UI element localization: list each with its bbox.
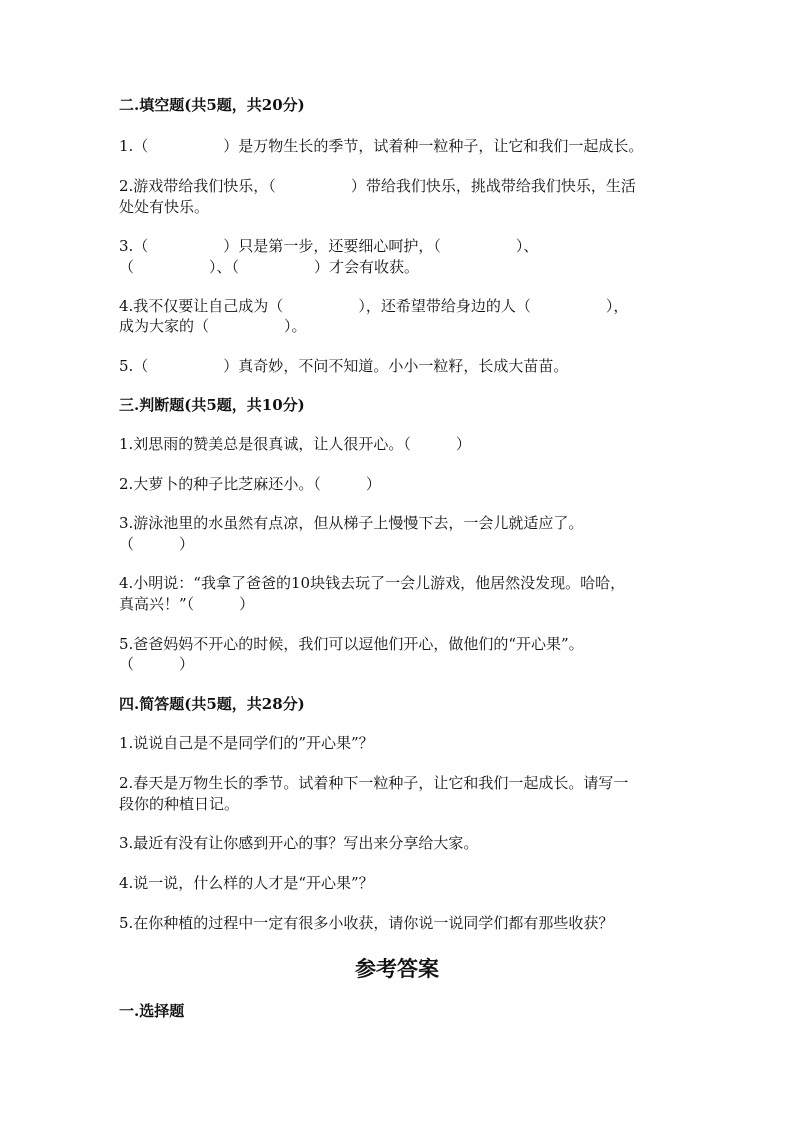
question-fill-2-line2: 处处有快乐。 (119, 198, 210, 216)
question-judge-3-line1: 3.游泳池里的水虽然有点凉，但从梯子上慢慢下去，一会儿就适应了。 (119, 514, 584, 532)
question-short-2-line2: 段你的种植日记。 (119, 795, 240, 813)
question-fill-3-line2: （ ）、（ ）才会有收获。 (119, 258, 420, 276)
question-short-3: 3.最近有没有让你感到开心的事？写出来分享给大家。 (119, 834, 479, 852)
question-fill-3-line1: 3.（ ）只是第一步，还要细心呵护，（ ）、 (119, 237, 539, 255)
question-fill-4-line2: 成为大家的（ ）。 (119, 317, 307, 335)
question-judge-1: 1.刘思雨的赞美总是很真诚，让人很开心。（ ） (119, 435, 471, 453)
question-judge-3-line2: （ ） (119, 535, 195, 553)
section-heading-short-answer: 四.简答题(共5题，共28分) (119, 695, 305, 713)
question-fill-1: 1.（ ）是万物生长的季节，试着种一粒种子，让它和我们一起成长。 (119, 137, 644, 155)
question-fill-5: 5.（ ）真奇妙，不问不知道。小小一粒籽，长成大苗苗。 (119, 357, 569, 375)
question-short-4: 4.说一说，什么样的人才是“开心果”？ (119, 874, 374, 892)
answer-key-title: 参考答案 (355, 956, 439, 981)
question-judge-4-line2: 真高兴！”（ ） (119, 595, 255, 613)
question-judge-5-line1: 5.爸爸妈妈不开心的时候，我们可以逗他们开心，做他们的“开心果”。 (119, 635, 584, 653)
section-heading-fill-blank: 二.填空题(共5题，共20分) (119, 96, 305, 114)
question-short-5: 5.在你种植的过程中一定有很多小收获，请你说一说同学们都有那些收获？ (119, 914, 614, 932)
question-judge-5-line2: （ ） (119, 655, 195, 673)
question-judge-2: 2.大萝卜的种子比芝麻还小。（ ） (119, 475, 381, 493)
question-fill-2-line1: 2.游戏带给我们快乐，（ ）带给我们快乐，挑战带给我们快乐，生活 (119, 177, 636, 195)
question-short-1: 1.说说自己是不是同学们的”开心果”？ (119, 734, 374, 752)
question-judge-4-line1: 4.小明说：“我拿了爸爸的10块钱去玩了一会儿游戏，他居然没发现。哈哈， (119, 574, 626, 592)
answer-key-section-heading: 一.选择题 (119, 1002, 185, 1020)
section-heading-judge: 三.判断题(共5题，共10分) (119, 396, 305, 414)
question-short-2-line1: 2.春天是万物生长的季节。试着种下一粒种子，让它和我们一起成长。请写一 (119, 774, 629, 792)
question-fill-4-line1: 4.我不仅要让自己成为（ ），还希望带给身边的人（ ）， (119, 297, 629, 315)
